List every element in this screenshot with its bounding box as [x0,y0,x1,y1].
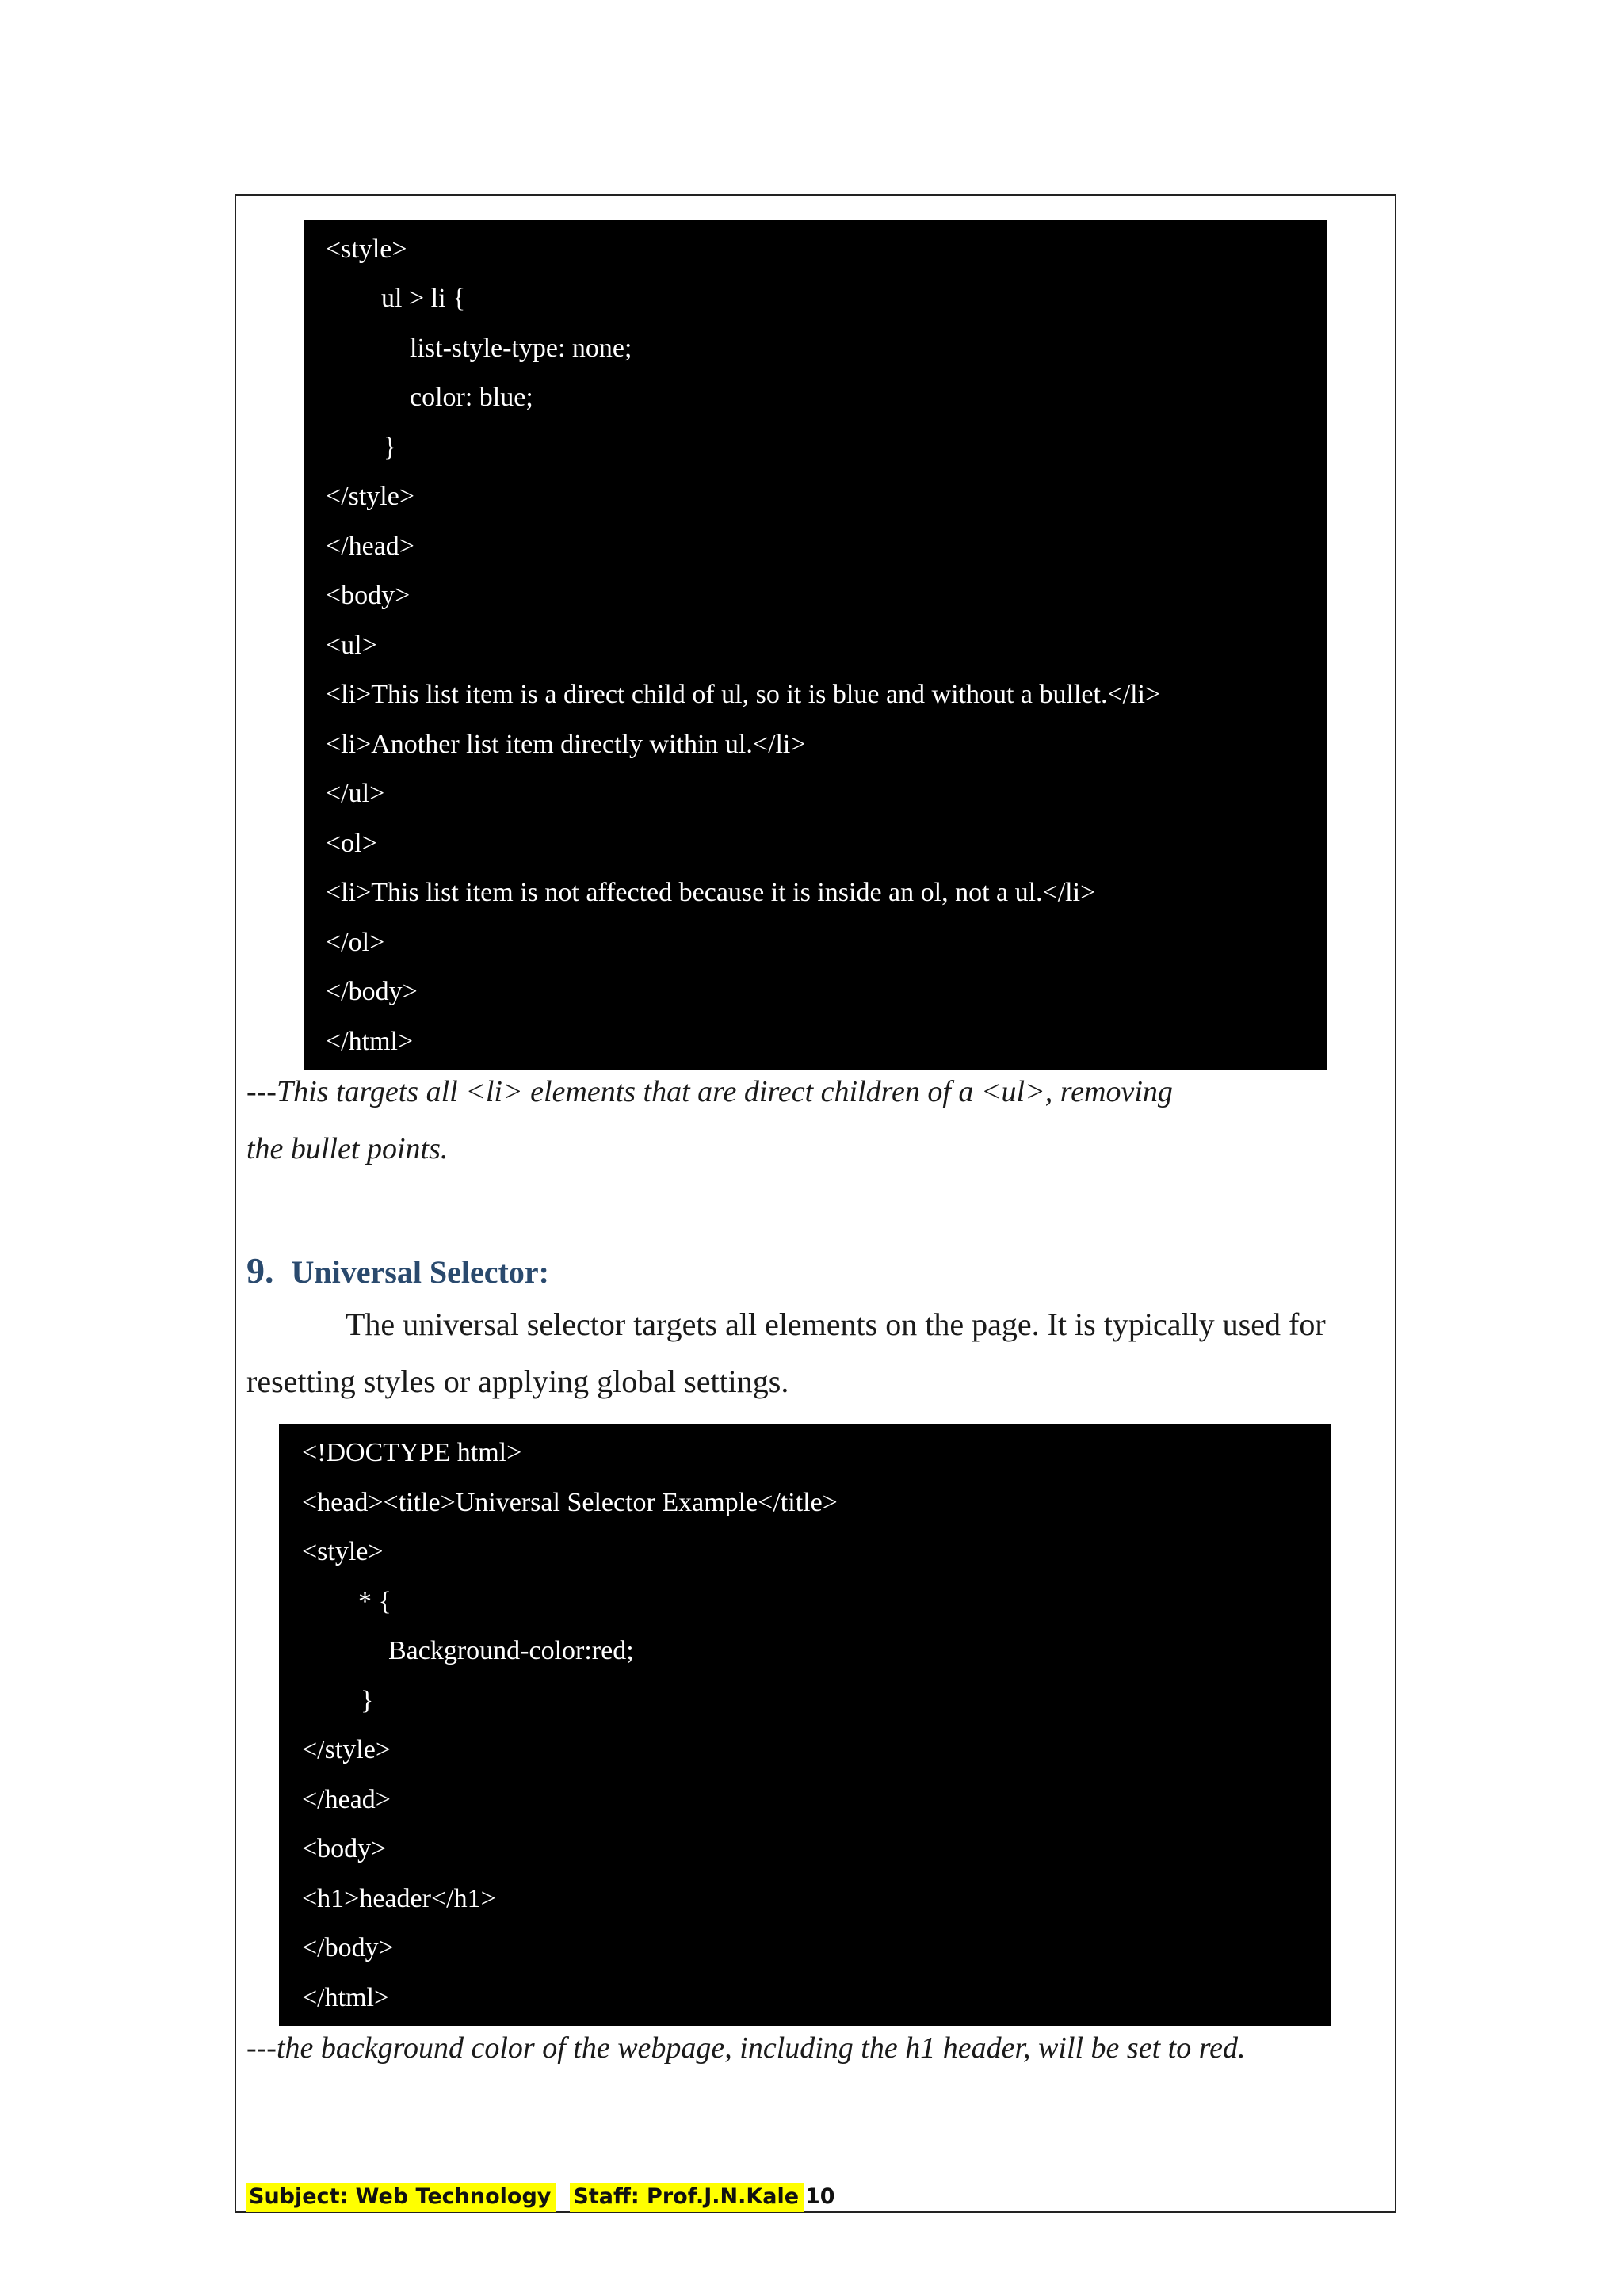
code-line: Background-color:red; [388,1636,634,1665]
code-line: } [361,1686,374,1715]
paragraph-line2: resetting styles or applying global settings. [246,1363,789,1399]
code-line: <li>Another list item directly within ul.</li> [326,730,806,759]
code-line: </html> [302,1983,390,2012]
paragraph-line1: The universal selector targets all elements on the page. It is typically used for [346,1306,1326,1342]
page-number: 10 [805,2184,835,2209]
code-line: <h1>header</h1> [302,1884,496,1913]
code-line: <body> [326,581,411,610]
code-line: </head> [302,1785,391,1814]
code-line: <ol> [326,829,377,858]
code-line: ul > li { [381,284,466,313]
caption-child-selector-line1: ---This targets all <li> elements that are direct children of a <ul>, removing [246,1075,1173,1108]
footer-subject: Subject: Web Technology [246,2183,556,2212]
code-line: <body> [302,1834,387,1863]
code-line: <!DOCTYPE html> [302,1438,522,1467]
caption-universal-selector: ---the background color of the webpage, including the h1 header, will be set to red. [246,2031,1246,2065]
caption-child-selector-line2: the bullet points. [246,1132,449,1165]
code-line: </html> [326,1027,414,1056]
code-line: </body> [326,977,418,1006]
footer [246,2184,804,2213]
code-line: </style> [302,1735,391,1764]
code-line: </style> [326,482,415,511]
section-heading [246,1249,549,1291]
code-line: </head> [326,532,414,561]
code-line: color: blue; [410,383,533,412]
section-title: Universal Selector: [291,1254,549,1290]
code-block-child-selector [304,220,1327,1070]
code-line: </ul> [326,779,385,808]
code-line: <style> [302,1537,384,1566]
section-number: 9. [246,1250,274,1291]
code-line: <ul> [326,631,377,660]
code-line: </ol> [326,928,385,957]
code-line: * { [358,1587,391,1616]
code-line: </body> [302,1933,394,1962]
code-line: } [384,433,397,462]
footer-staff: Staff: Prof.J.N.Kale [570,2183,804,2212]
code-line: <li>This list item is a direct child of ul, so it is blue and without a bullet.</li> [326,680,1161,709]
code-line: list-style-type: none; [410,334,632,363]
code-line: <style> [326,235,407,264]
code-block-universal-selector [279,1424,1331,2026]
code-line: <li>This list item is not affected because it is inside an ol, not a ul.</li> [326,878,1096,907]
code-line: <head><title>Universal Selector Example</title> [302,1488,838,1517]
